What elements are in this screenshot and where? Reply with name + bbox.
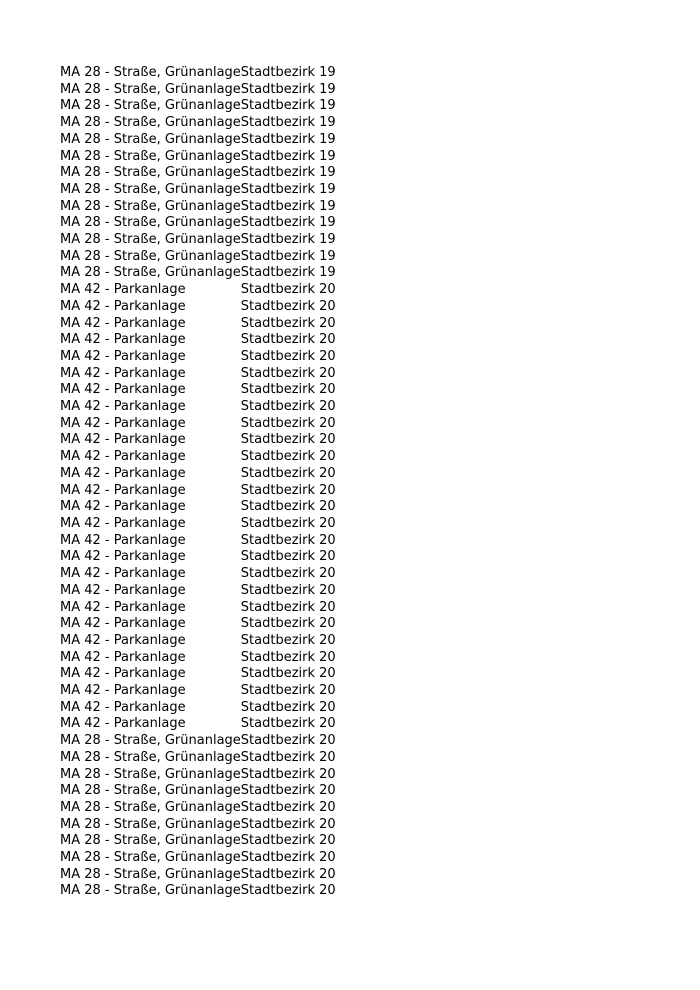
- table-row: [60, 783, 361, 800]
- table-row: [60, 650, 361, 667]
- table-row: [60, 349, 361, 366]
- district-cell: Stadtbezirk 20: [240, 816, 336, 832]
- department-cell: MA 42 - Parkanlage: [60, 549, 186, 565]
- department-cell: MA 42 - Parkanlage: [60, 449, 186, 465]
- table-row: [60, 533, 361, 550]
- table-row: [60, 516, 361, 533]
- district-cell: Stadtbezirk 19: [240, 181, 336, 197]
- table-row: [60, 316, 361, 333]
- department-cell: MA 28 - Straße, Grünanlage: [60, 232, 241, 248]
- district-cell: Stadtbezirk 20: [240, 850, 336, 866]
- department-cell: MA 42 - Parkanlage: [60, 432, 186, 448]
- district-cell: Stadtbezirk 20: [240, 566, 336, 582]
- table-row: [60, 700, 361, 717]
- department-cell: MA 42 - Parkanlage: [60, 666, 186, 682]
- table-row: [60, 867, 361, 884]
- table-row: [60, 633, 361, 650]
- records-table: [60, 65, 361, 900]
- district-cell: Stadtbezirk 20: [240, 415, 336, 431]
- district-cell: Stadtbezirk 19: [240, 65, 336, 80]
- district-cell: Stadtbezirk 20: [240, 716, 336, 732]
- district-cell: Stadtbezirk 20: [240, 449, 336, 465]
- table-row: [60, 466, 361, 483]
- district-cell: Stadtbezirk 20: [240, 649, 336, 665]
- department-cell: MA 42 - Parkanlage: [60, 582, 186, 598]
- district-cell: Stadtbezirk 19: [240, 165, 336, 181]
- department-cell: MA 28 - Straße, Grünanlage: [60, 65, 241, 80]
- table-row: [60, 716, 361, 733]
- table-row: [60, 149, 361, 166]
- table-row: [60, 583, 361, 600]
- department-cell: MA 42 - Parkanlage: [60, 282, 186, 298]
- district-cell: Stadtbezirk 20: [240, 549, 336, 565]
- district-cell: Stadtbezirk 20: [240, 382, 336, 398]
- department-cell: MA 42 - Parkanlage: [60, 465, 186, 481]
- table-row: [60, 683, 361, 700]
- table-row: [60, 800, 361, 817]
- table-row: [60, 115, 361, 132]
- department-cell: MA 28 - Straße, Grünanlage: [60, 816, 241, 832]
- district-cell: Stadtbezirk 20: [240, 799, 336, 815]
- table-row: [60, 232, 361, 249]
- table-row: [60, 82, 361, 99]
- district-cell: Stadtbezirk 20: [240, 465, 336, 481]
- table-row: [60, 399, 361, 416]
- table-row: [60, 566, 361, 583]
- department-cell: MA 42 - Parkanlage: [60, 482, 186, 498]
- district-cell: Stadtbezirk 20: [240, 482, 336, 498]
- department-cell: MA 42 - Parkanlage: [60, 382, 186, 398]
- department-cell: MA 42 - Parkanlage: [60, 699, 186, 715]
- table-row: [60, 165, 361, 182]
- table-row: [60, 432, 361, 449]
- department-cell: MA 28 - Straße, Grünanlage: [60, 833, 241, 849]
- department-cell: MA 28 - Straße, Grünanlage: [60, 783, 241, 799]
- document-page: [60, 65, 660, 900]
- table-row: [60, 65, 361, 82]
- department-cell: MA 28 - Straße, Grünanlage: [60, 850, 241, 866]
- department-cell: MA 42 - Parkanlage: [60, 415, 186, 431]
- table-row: [60, 132, 361, 149]
- department-cell: MA 28 - Straße, Grünanlage: [60, 148, 241, 164]
- district-cell: Stadtbezirk 20: [240, 315, 336, 331]
- table-row: [60, 833, 361, 850]
- department-cell: MA 28 - Straße, Grünanlage: [60, 866, 241, 882]
- department-cell: MA 28 - Straße, Grünanlage: [60, 265, 241, 281]
- district-cell: Stadtbezirk 19: [240, 232, 336, 248]
- district-cell: Stadtbezirk 20: [240, 666, 336, 682]
- table-row: [60, 215, 361, 232]
- table-row: [60, 817, 361, 834]
- department-cell: MA 42 - Parkanlage: [60, 365, 186, 381]
- table-row: [60, 733, 361, 750]
- district-cell: Stadtbezirk 20: [240, 766, 336, 782]
- table-row: [60, 616, 361, 633]
- table-row: [60, 265, 361, 282]
- table-row: [60, 332, 361, 349]
- department-cell: MA 28 - Straße, Grünanlage: [60, 181, 241, 197]
- district-cell: Stadtbezirk 20: [240, 699, 336, 715]
- department-cell: MA 28 - Straße, Grünanlage: [60, 248, 241, 264]
- table-row: [60, 449, 361, 466]
- district-cell: Stadtbezirk 19: [240, 248, 336, 264]
- district-cell: Stadtbezirk 20: [240, 632, 336, 648]
- table-row: [60, 483, 361, 500]
- department-cell: MA 42 - Parkanlage: [60, 599, 186, 615]
- district-cell: Stadtbezirk 19: [240, 265, 336, 281]
- district-cell: Stadtbezirk 20: [240, 515, 336, 531]
- department-cell: MA 42 - Parkanlage: [60, 515, 186, 531]
- department-cell: MA 28 - Straße, Grünanlage: [60, 749, 241, 765]
- district-cell: Stadtbezirk 20: [240, 749, 336, 765]
- department-cell: MA 42 - Parkanlage: [60, 399, 186, 415]
- district-cell: Stadtbezirk 20: [240, 582, 336, 598]
- district-cell: Stadtbezirk 19: [240, 148, 336, 164]
- district-cell: Stadtbezirk 19: [240, 215, 336, 231]
- district-cell: Stadtbezirk 20: [240, 432, 336, 448]
- district-cell: Stadtbezirk 20: [240, 499, 336, 515]
- district-cell: Stadtbezirk 20: [240, 399, 336, 415]
- district-cell: Stadtbezirk 20: [240, 532, 336, 548]
- department-cell: MA 42 - Parkanlage: [60, 532, 186, 548]
- table-row: [60, 382, 361, 399]
- records-table-body: [60, 65, 361, 900]
- table-row: [60, 499, 361, 516]
- department-cell: MA 28 - Straße, Grünanlage: [60, 98, 241, 114]
- district-cell: Stadtbezirk 19: [240, 131, 336, 147]
- department-cell: MA 42 - Parkanlage: [60, 348, 186, 364]
- district-cell: Stadtbezirk 20: [240, 883, 336, 899]
- department-cell: MA 42 - Parkanlage: [60, 315, 186, 331]
- table-row: [60, 883, 361, 900]
- table-row: [60, 299, 361, 316]
- table-row: [60, 850, 361, 867]
- district-cell: Stadtbezirk 20: [240, 282, 336, 298]
- district-cell: Stadtbezirk 19: [240, 81, 336, 97]
- district-cell: Stadtbezirk 19: [240, 98, 336, 114]
- district-cell: Stadtbezirk 20: [240, 599, 336, 615]
- department-cell: MA 28 - Straße, Grünanlage: [60, 733, 241, 749]
- district-cell: Stadtbezirk 20: [240, 733, 336, 749]
- department-cell: MA 42 - Parkanlage: [60, 566, 186, 582]
- table-row: [60, 750, 361, 767]
- table-row: [60, 549, 361, 566]
- department-cell: MA 28 - Straße, Grünanlage: [60, 198, 241, 214]
- department-cell: MA 28 - Straße, Grünanlage: [60, 883, 241, 899]
- department-cell: MA 28 - Straße, Grünanlage: [60, 115, 241, 131]
- department-cell: MA 42 - Parkanlage: [60, 632, 186, 648]
- table-row: [60, 182, 361, 199]
- department-cell: MA 28 - Straße, Grünanlage: [60, 215, 241, 231]
- table-row: [60, 600, 361, 617]
- department-cell: MA 28 - Straße, Grünanlage: [60, 81, 241, 97]
- district-cell: Stadtbezirk 20: [240, 783, 336, 799]
- district-cell: Stadtbezirk 20: [240, 833, 336, 849]
- department-cell: MA 42 - Parkanlage: [60, 649, 186, 665]
- district-cell: Stadtbezirk 20: [240, 332, 336, 348]
- district-cell: Stadtbezirk 19: [240, 198, 336, 214]
- table-row: [60, 767, 361, 784]
- district-cell: Stadtbezirk 20: [240, 616, 336, 632]
- department-cell: MA 42 - Parkanlage: [60, 332, 186, 348]
- district-cell: Stadtbezirk 19: [240, 115, 336, 131]
- table-row: [60, 416, 361, 433]
- department-cell: MA 42 - Parkanlage: [60, 499, 186, 515]
- table-row: [60, 98, 361, 115]
- department-cell: MA 28 - Straße, Grünanlage: [60, 799, 241, 815]
- table-row: [60, 199, 361, 216]
- district-cell: Stadtbezirk 20: [240, 683, 336, 699]
- district-cell: Stadtbezirk 20: [240, 866, 336, 882]
- department-cell: MA 28 - Straße, Grünanlage: [60, 165, 241, 181]
- district-cell: Stadtbezirk 20: [240, 298, 336, 314]
- department-cell: MA 42 - Parkanlage: [60, 298, 186, 314]
- department-cell: MA 28 - Straße, Grünanlage: [60, 131, 241, 147]
- department-cell: MA 42 - Parkanlage: [60, 683, 186, 699]
- department-cell: MA 28 - Straße, Grünanlage: [60, 766, 241, 782]
- table-row: [60, 282, 361, 299]
- district-cell: Stadtbezirk 20: [240, 365, 336, 381]
- table-row: [60, 249, 361, 266]
- department-cell: MA 42 - Parkanlage: [60, 716, 186, 732]
- district-cell: Stadtbezirk 20: [240, 348, 336, 364]
- table-row: [60, 666, 361, 683]
- table-row: [60, 366, 361, 383]
- department-cell: MA 42 - Parkanlage: [60, 616, 186, 632]
